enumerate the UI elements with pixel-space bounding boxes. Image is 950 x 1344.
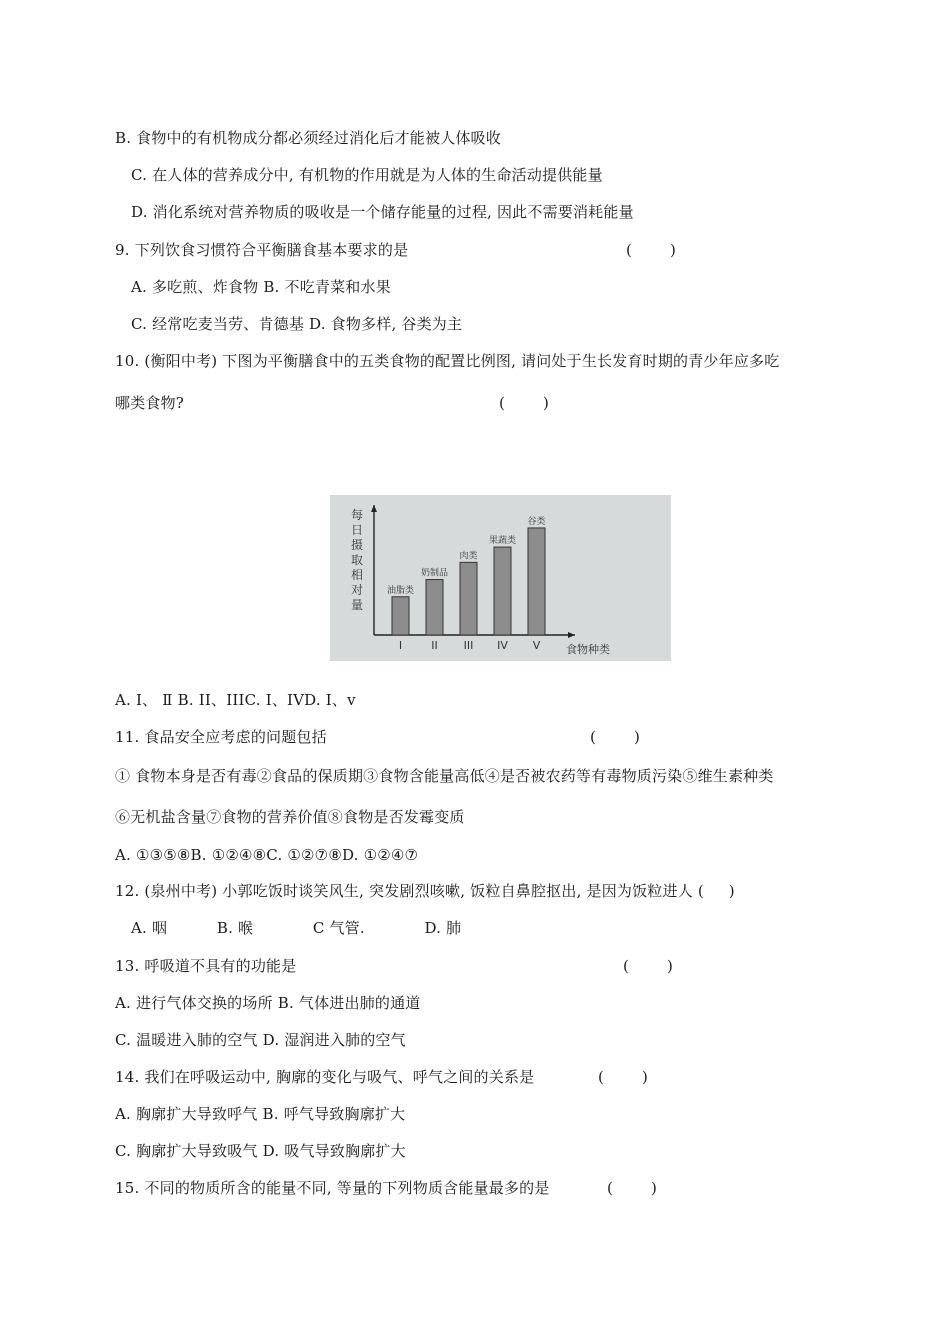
bar-label: 油脂类: [386, 585, 415, 596]
q9-options-ab: A. 多吃煎、炸食物 B. 不吃青菜和水果: [131, 278, 391, 296]
q10-stem-line2: 哪类食物?: [115, 394, 185, 412]
q13-options-ab: A. 进行气体交换的场所 B. 气体进出肺的通道: [115, 994, 421, 1012]
y-axis-label-char: 每: [350, 508, 364, 522]
food-ratio-chart-svg: [330, 495, 671, 661]
q10-answer-bracket: ( ): [499, 394, 549, 412]
x-tick-label: IV: [497, 639, 508, 652]
bar-label: 谷类: [527, 516, 546, 527]
bar-V: [528, 528, 545, 635]
q11-answer-bracket: ( ): [590, 728, 640, 746]
q8-option-d: D. 消化系统对营养物质的吸收是一个储存能量的过程, 因此不需要消耗能量: [131, 203, 634, 221]
q8-option-c: C. 在人体的营养成分中, 有机物的作用就是为人体的生命活动提供能量: [131, 166, 603, 184]
y-axis-label-char: 摄: [350, 538, 364, 552]
x-tick-label: V: [532, 639, 541, 652]
q11-items-line2: ⑥无机盐含量⑦食物的营养价值⑧食物是否发霉变质: [115, 808, 465, 826]
q9-options-cd: C. 经常吃麦当劳、肯德基 D. 食物多样, 谷类为主: [131, 315, 463, 333]
q14-options-ab: A. 胸廓扩大导致呼气 B. 呼气导致胸廓扩大: [115, 1105, 406, 1123]
q8-option-b: B. 食物中的有机物成分都必须经过消化后才能被人体吸收: [115, 129, 501, 147]
x-axis-label: 食物种类: [566, 643, 610, 656]
x-tick-label: I: [398, 639, 403, 652]
q14-options-cd: C. 胸廓扩大导致吸气 D. 吸气导致胸廓扩大: [115, 1142, 406, 1160]
food-ratio-chart: [330, 495, 671, 661]
y-axis-label-char: 对: [350, 583, 364, 597]
y-axis-label-char: 日: [350, 523, 364, 537]
bar-label: 肉类: [459, 551, 478, 562]
q10-stem-line1: 10. (衡阳中考) 下图为平衡膳食中的五类食物的配置比例图, 请问处于生长发育时期的青少年应多吃: [115, 352, 780, 370]
q12-options: A. 咽 B. 喉 C 气管. D. 肺: [131, 919, 462, 937]
q14-stem: 14. 我们在呼吸运动中, 胸廓的变化与吸气、呼气之间的关系是: [115, 1068, 535, 1086]
bar-II: [426, 580, 443, 635]
y-axis-label-char: 取: [350, 553, 364, 567]
q13-stem: 13. 呼吸道不具有的功能是: [115, 957, 297, 975]
q11-stem: 11. 食品安全应考虑的问题包括: [115, 728, 327, 746]
q13-options-cd: C. 温暖进入肺的空气 D. 湿润进入肺的空气: [115, 1031, 406, 1049]
q15-stem: 15. 不同的物质所含的能量不同, 等量的下列物质含能量最多的是: [115, 1179, 550, 1197]
q9-stem: 9. 下列饮食习惯符合平衡膳食基本要求的是: [115, 241, 409, 259]
q14-answer-bracket: ( ): [598, 1068, 648, 1086]
q15-answer-bracket: ( ): [607, 1179, 657, 1197]
x-tick-label: III: [463, 639, 474, 652]
q9-answer-bracket: ( ): [626, 241, 676, 259]
q10-options: A. I、 Ⅱ B. II、IIIC. I、IVD. I、v: [115, 691, 356, 709]
q11-options: A. ①③⑤⑧B. ①②④⑧C. ①②⑦⑧D. ①②④⑦: [115, 846, 419, 864]
bar-III: [460, 562, 477, 635]
x-tick-label: II: [431, 639, 438, 652]
bar-IV: [494, 547, 511, 635]
y-axis-label-char: 相: [350, 568, 364, 582]
bar-label: 果蔬类: [488, 536, 517, 547]
bar-label: 奶制品: [420, 568, 449, 579]
x-axis-arrow: [568, 632, 575, 638]
q12-stem: 12. (泉州中考) 小郭吃饭时谈笑风生, 突发剧烈咳嗽, 饭粒自鼻腔抠出, 是因为饭粒进人 ( ): [115, 882, 735, 900]
q13-answer-bracket: ( ): [623, 957, 673, 975]
y-axis-arrow: [371, 505, 377, 512]
y-axis-label-char: 量: [350, 598, 364, 612]
q11-items-line1: ① 食物本身是否有毒②食品的保质期③食物含能量高低④是否被农药等有毒物质污染⑤维生素种类: [115, 767, 774, 785]
bar-I: [392, 597, 409, 635]
